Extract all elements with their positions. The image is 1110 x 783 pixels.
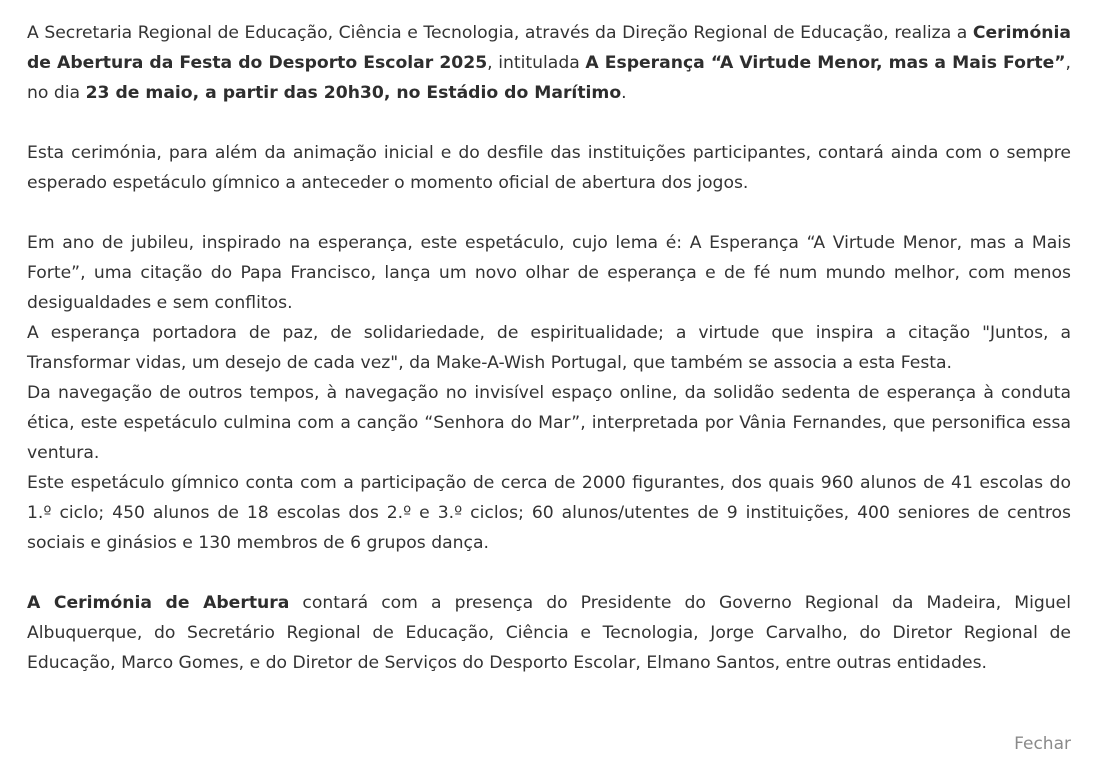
intro-text-2: , intitulada: [487, 53, 586, 73]
paragraph-spacer: [27, 198, 1071, 228]
intro-text-4: .: [621, 83, 627, 103]
paragraph-navigation: Da navegação de outros tempos, à navegação no invisível espaço online, da solidão sedenta de esperança à conduta ética, este espetáculo culmina com a canção “Senhora do Mar”, interpretada por Vânia Fernandes, que personifica essa ventura.: [27, 383, 1071, 463]
paragraph-spacer: [27, 108, 1071, 138]
intro-bold-date: 23 de maio, a partir das 20h30, no Estádio do Marítimo: [85, 83, 622, 103]
intro-bold-title: A Esperança “A Virtude Menor, mas a Mais Forte”: [585, 53, 1066, 73]
close-link[interactable]: Fechar: [1014, 734, 1071, 754]
paragraph-spacer: [27, 558, 1071, 588]
intro-text-1: A Secretaria Regional de Educação, Ciência e Tecnologia, através da Direção Regional de Educação, realiza a: [27, 23, 973, 43]
announcement-body: [27, 18, 1071, 678]
guests-text: contará com a presença do Presidente do Governo Regional da Madeira, Miguel Albuquerque, do Secretário Regional de Educação, Ciência e Tecnologia, Jorge Carvalho, do Diretor Regional de Educação, Marco Gomes, e do Diretor de Serviços do Desporto Escolar, Elmano Santos, entre outras entidades.: [27, 593, 1071, 673]
paragraph-guests: [27, 588, 1071, 678]
paragraph-hope: A esperança portadora de paz, de solidariedade, de espiritualidade; a virtude que inspira a citação "Juntos, a Transformar vidas, um desejo de cada vez", da Make-A-Wish Portugal, que também se associa a esta Festa.: [27, 323, 1071, 373]
intro-text-3: , no dia: [27, 53, 1071, 103]
guests-bold-lead: A Cerimónia de Abertura: [27, 593, 290, 613]
intro-bold-event: Cerimónia de Abertura da Festa do Desporto Escolar 2025: [27, 23, 1071, 73]
paragraph-participants: Este espetáculo gímnico conta com a participação de cerca de 2000 figurantes, dos quais 960 alunos de 41 escolas do 1.º ciclo; 450 alunos de 18 escolas dos 2.º e 3.º ciclos; 60 alunos/utentes de 9 instituições, 400 seniores de centros sociais e ginásios e 130 membros de 6 grupos dança.: [27, 473, 1071, 553]
paragraph-jubilee: Em ano de jubileu, inspirado na esperança, este espetáculo, cujo lema é: A Esperança “A Virtude Menor, mas a Mais Forte”, uma citação do Papa Francisco, lança um novo olhar de esperança e de fé num mundo melhor, com menos desigualdades e sem conflitos.: [27, 233, 1071, 313]
paragraph-intro: [27, 18, 1071, 108]
paragraph-ceremony: Esta cerimónia, para além da animação inicial e do desfile das instituições participantes, contará ainda com o sempre esperado espetáculo gímnico a anteceder o momento oficial de abertura dos jogos.: [27, 143, 1071, 193]
